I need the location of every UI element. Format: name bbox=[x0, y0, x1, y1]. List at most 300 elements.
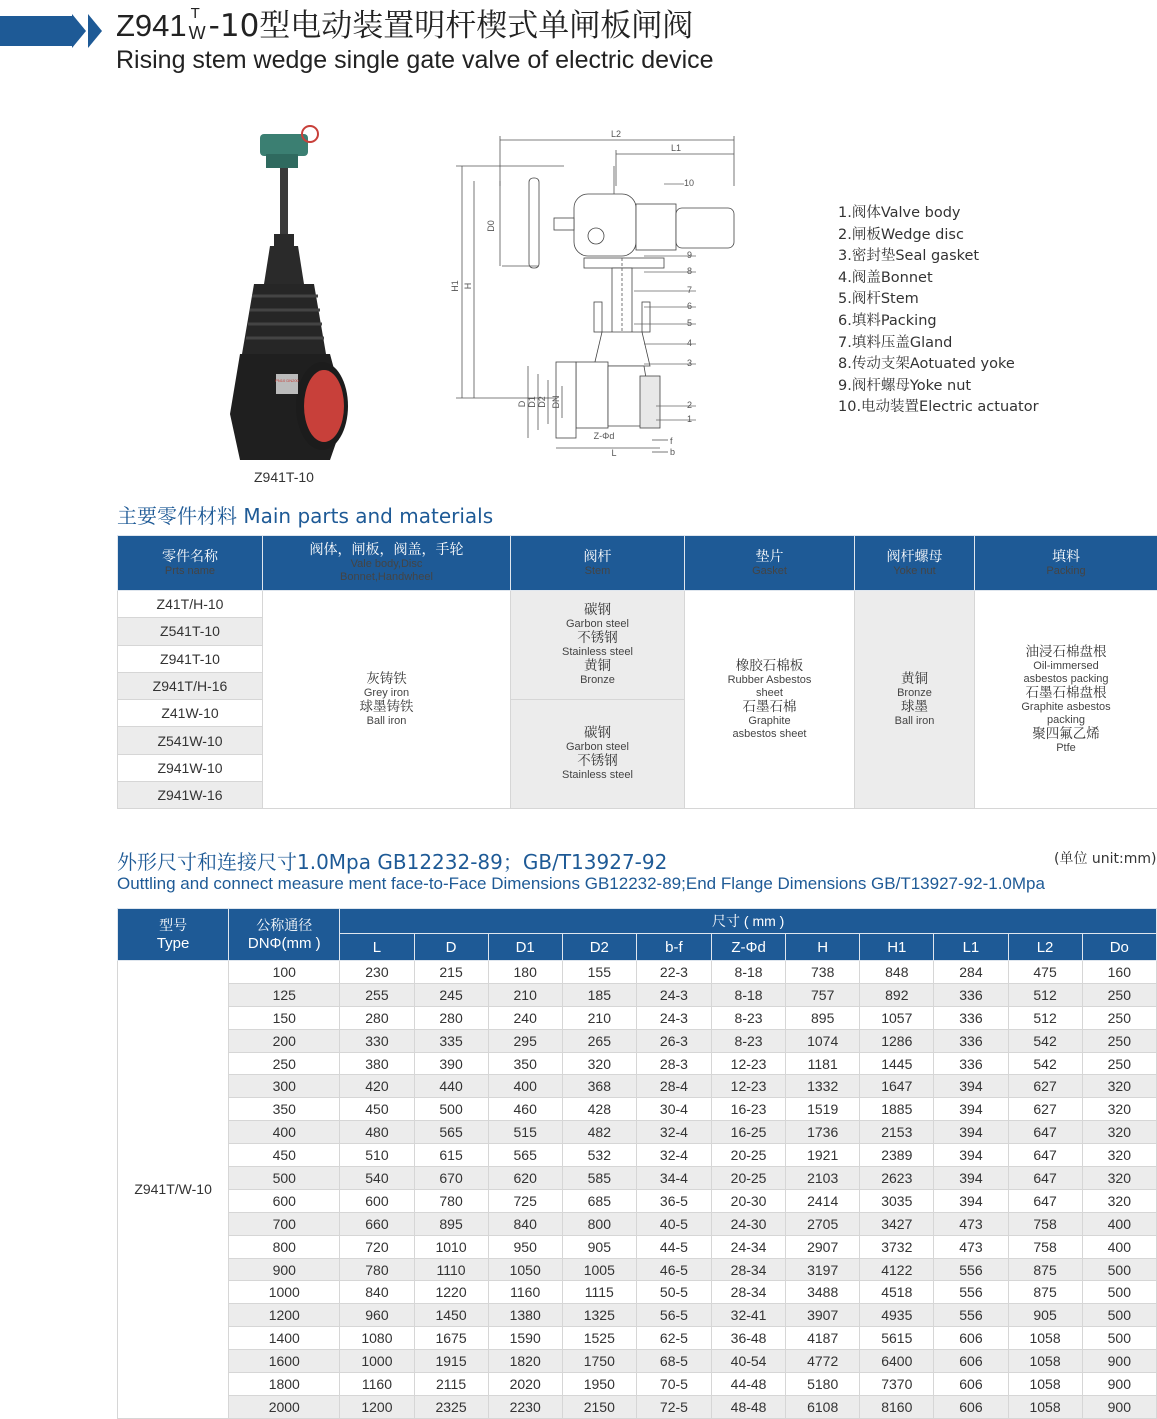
value-cell: 320 bbox=[1082, 1075, 1156, 1098]
value-cell: 20-25 bbox=[712, 1144, 786, 1167]
packing-material-cell: 油浸石棉盘根 Oil-immersed asbestos packing 石墨石棉盘根 Graphite asbestos packing 聚四氟乙烯 Ptfe bbox=[975, 591, 1157, 809]
value-cell: 556 bbox=[934, 1304, 1008, 1327]
dn-cell: 350 bbox=[229, 1098, 340, 1121]
type-cell: Z41W-10 bbox=[118, 700, 263, 727]
unit-label: (单位 unit:mm) bbox=[1054, 851, 1157, 867]
value-cell: 627 bbox=[1008, 1075, 1082, 1098]
dim-label-zphid: Z-Φd bbox=[593, 431, 615, 441]
value-cell: 565 bbox=[488, 1144, 562, 1167]
value-cell: 16-25 bbox=[712, 1121, 786, 1144]
dn-cell: 400 bbox=[229, 1121, 340, 1144]
value-cell: 556 bbox=[934, 1281, 1008, 1304]
value-cell: 1115 bbox=[562, 1281, 636, 1304]
dn-cell: 125 bbox=[229, 983, 340, 1006]
column-header: H bbox=[786, 934, 860, 961]
value-cell: 390 bbox=[414, 1052, 488, 1075]
value-cell: 895 bbox=[786, 1006, 860, 1029]
dim-label-L2: L2 bbox=[610, 129, 622, 139]
value-cell: 32-4 bbox=[636, 1144, 711, 1167]
dim-label-D0: D0 bbox=[486, 220, 496, 232]
dn-cell: 1800 bbox=[229, 1373, 340, 1396]
value-cell: 556 bbox=[934, 1258, 1008, 1281]
parts-list-item: 5.阀杆Stem bbox=[838, 291, 919, 308]
value-cell: 245 bbox=[414, 983, 488, 1006]
dn-cell: 450 bbox=[229, 1144, 340, 1167]
value-cell: 1200 bbox=[340, 1395, 414, 1418]
value-cell: 62-5 bbox=[636, 1327, 711, 1350]
header-dn: 公称通径 DNΦ(mm ) bbox=[229, 909, 340, 961]
value-cell: 1525 bbox=[562, 1327, 636, 1350]
value-cell: 540 bbox=[340, 1167, 414, 1190]
table-row bbox=[118, 983, 1157, 1006]
value-cell: 500 bbox=[414, 1098, 488, 1121]
value-cell: 800 bbox=[562, 1212, 636, 1235]
table-row bbox=[118, 1350, 1157, 1373]
dn-cell: 700 bbox=[229, 1212, 340, 1235]
value-cell: 905 bbox=[562, 1235, 636, 1258]
header-yoke-nut: 阀杆螺母 Yoke nut bbox=[855, 536, 975, 591]
value-cell: 1750 bbox=[562, 1350, 636, 1373]
value-cell: 1160 bbox=[340, 1373, 414, 1396]
column-header: D1 bbox=[488, 934, 562, 961]
value-cell: 3035 bbox=[860, 1189, 934, 1212]
table-row bbox=[118, 1327, 1157, 1350]
dim-label-D2: D2 bbox=[537, 396, 547, 408]
value-cell: 757 bbox=[786, 983, 860, 1006]
value-cell: 320 bbox=[1082, 1167, 1156, 1190]
value-cell: 5615 bbox=[860, 1327, 934, 1350]
value-cell: 780 bbox=[414, 1189, 488, 1212]
parts-list-item: 6.填料Packing bbox=[838, 312, 937, 329]
callout-2: 2 bbox=[687, 400, 693, 410]
value-cell: 515 bbox=[488, 1121, 562, 1144]
value-cell: 1736 bbox=[786, 1121, 860, 1144]
value-cell: 4518 bbox=[860, 1281, 934, 1304]
value-cell: 1445 bbox=[860, 1052, 934, 1075]
value-cell: 510 bbox=[340, 1144, 414, 1167]
value-cell: 394 bbox=[934, 1144, 1008, 1167]
type-cell: Z941W-10 bbox=[118, 754, 263, 781]
value-cell: 320 bbox=[1082, 1121, 1156, 1144]
value-cell: 440 bbox=[414, 1075, 488, 1098]
column-header: Do bbox=[1082, 934, 1156, 961]
value-cell: 606 bbox=[934, 1395, 1008, 1418]
value-cell: 1005 bbox=[562, 1258, 636, 1281]
value-cell: 532 bbox=[562, 1144, 636, 1167]
value-cell: 48-48 bbox=[712, 1395, 786, 1418]
valve-photo bbox=[230, 124, 360, 464]
value-cell: 320 bbox=[1082, 1189, 1156, 1212]
value-cell: 2153 bbox=[860, 1121, 934, 1144]
header-packing: 填料 Packing bbox=[975, 536, 1157, 591]
value-cell: 542 bbox=[1008, 1029, 1082, 1052]
value-cell: 6400 bbox=[860, 1350, 934, 1373]
value-cell: 250 bbox=[1082, 1006, 1156, 1029]
value-cell: 1050 bbox=[488, 1258, 562, 1281]
value-cell: 46-5 bbox=[636, 1258, 711, 1281]
header-size: 尺寸 ( mm ) bbox=[340, 909, 1157, 934]
table-row bbox=[118, 1121, 1157, 1144]
value-cell: 2623 bbox=[860, 1167, 934, 1190]
value-cell: 670 bbox=[414, 1167, 488, 1190]
table-row bbox=[118, 1098, 1157, 1121]
value-cell: 960 bbox=[340, 1304, 414, 1327]
value-cell: 250 bbox=[1082, 983, 1156, 1006]
value-cell: 40-54 bbox=[712, 1350, 786, 1373]
value-cell: 72-5 bbox=[636, 1395, 711, 1418]
type-cell: Z941T/W-10 bbox=[118, 961, 229, 1419]
model-sub: W bbox=[188, 22, 206, 43]
value-cell: 32-4 bbox=[636, 1121, 711, 1144]
value-cell: 210 bbox=[562, 1006, 636, 1029]
value-cell: 500 bbox=[1082, 1327, 1156, 1350]
table-row bbox=[118, 1258, 1157, 1281]
value-cell: 336 bbox=[934, 1006, 1008, 1029]
value-cell: 28-34 bbox=[712, 1281, 786, 1304]
value-cell: 44-5 bbox=[636, 1235, 711, 1258]
value-cell: 1080 bbox=[340, 1327, 414, 1350]
value-cell: 848 bbox=[860, 961, 934, 984]
table-row bbox=[118, 1304, 1157, 1327]
value-cell: 320 bbox=[1082, 1144, 1156, 1167]
value-cell: 1000 bbox=[340, 1350, 414, 1373]
callout-1: 1 bbox=[687, 414, 693, 424]
table-row bbox=[118, 1189, 1157, 1212]
column-header: D bbox=[414, 934, 488, 961]
value-cell: 3488 bbox=[786, 1281, 860, 1304]
value-cell: 7370 bbox=[860, 1373, 934, 1396]
value-cell: 32-41 bbox=[712, 1304, 786, 1327]
value-cell: 3427 bbox=[860, 1212, 934, 1235]
type-cell: Z541W-10 bbox=[118, 727, 263, 754]
value-cell: 6108 bbox=[786, 1395, 860, 1418]
dn-cell: 1600 bbox=[229, 1350, 340, 1373]
value-cell: 758 bbox=[1008, 1212, 1082, 1235]
value-cell: 1057 bbox=[860, 1006, 934, 1029]
value-cell: 26-3 bbox=[636, 1029, 711, 1052]
value-cell: 428 bbox=[562, 1098, 636, 1121]
value-cell: 4122 bbox=[860, 1258, 934, 1281]
value-cell: 255 bbox=[340, 983, 414, 1006]
table-row bbox=[118, 1075, 1157, 1098]
value-cell: 473 bbox=[934, 1235, 1008, 1258]
value-cell: 606 bbox=[934, 1350, 1008, 1373]
value-cell: 2389 bbox=[860, 1144, 934, 1167]
value-cell: 647 bbox=[1008, 1189, 1082, 1212]
value-cell: 1921 bbox=[786, 1144, 860, 1167]
value-cell: 950 bbox=[488, 1235, 562, 1258]
dn-cell: 1400 bbox=[229, 1327, 340, 1350]
value-cell: 1160 bbox=[488, 1281, 562, 1304]
dn-cell: 800 bbox=[229, 1235, 340, 1258]
value-cell: 1325 bbox=[562, 1304, 636, 1327]
value-cell: 780 bbox=[340, 1258, 414, 1281]
value-cell: 44-48 bbox=[712, 1373, 786, 1396]
dim-label-b: b bbox=[670, 447, 676, 457]
value-cell: 1950 bbox=[562, 1373, 636, 1396]
value-cell: 400 bbox=[1082, 1212, 1156, 1235]
value-cell: 875 bbox=[1008, 1258, 1082, 1281]
column-header: b-f bbox=[636, 934, 711, 961]
value-cell: 2325 bbox=[414, 1395, 488, 1418]
dn-cell: 600 bbox=[229, 1189, 340, 1212]
value-cell: 585 bbox=[562, 1167, 636, 1190]
value-cell: 500 bbox=[1082, 1258, 1156, 1281]
value-cell: 4772 bbox=[786, 1350, 860, 1373]
value-cell: 1820 bbox=[488, 1350, 562, 1373]
value-cell: 615 bbox=[414, 1144, 488, 1167]
parts-list-item: 9.阀杆螺母Yoke nut bbox=[838, 377, 972, 394]
callout-10: 10 bbox=[684, 178, 695, 188]
dn-cell: 150 bbox=[229, 1006, 340, 1029]
dn-cell: 2000 bbox=[229, 1395, 340, 1418]
dimensions-subtitle: Outtling and connect measure ment face-to-Face Dimensions GB12232-89;End Flange Dimensions GB/T13927-92-1.0Mpa bbox=[117, 874, 1045, 893]
value-cell: 450 bbox=[340, 1098, 414, 1121]
value-cell: 22-3 bbox=[636, 961, 711, 984]
value-cell: 720 bbox=[340, 1235, 414, 1258]
callout-8: 8 bbox=[687, 266, 693, 276]
value-cell: 36-48 bbox=[712, 1327, 786, 1350]
stem-material-cell-t: 碳钢 Garbon steel 不锈钢 Stainless steel 黄铜 Bronze bbox=[511, 591, 685, 700]
value-cell: 20-30 bbox=[712, 1189, 786, 1212]
value-cell: 1590 bbox=[488, 1327, 562, 1350]
value-cell: 1885 bbox=[860, 1098, 934, 1121]
value-cell: 250 bbox=[1082, 1052, 1156, 1075]
value-cell: 185 bbox=[562, 983, 636, 1006]
value-cell: 905 bbox=[1008, 1304, 1082, 1327]
dim-label-H1: H1 bbox=[450, 280, 460, 292]
value-cell: 420 bbox=[340, 1075, 414, 1098]
value-cell: 1181 bbox=[786, 1052, 860, 1075]
dimensions-title: 外形尺寸和连接尺寸1.0Mpa GB12232-89；GB/T13927-92 bbox=[117, 850, 668, 874]
model-sup: T bbox=[190, 4, 200, 22]
parts-list-item: 8.传动支架Aotuated yoke bbox=[838, 356, 1015, 373]
value-cell: 1380 bbox=[488, 1304, 562, 1327]
value-cell: 8-18 bbox=[712, 961, 786, 984]
header-part-name: 零件名称 Prts name bbox=[118, 536, 263, 591]
value-cell: 2103 bbox=[786, 1167, 860, 1190]
dn-cell: 300 bbox=[229, 1075, 340, 1098]
value-cell: 460 bbox=[488, 1098, 562, 1121]
value-cell: 1286 bbox=[860, 1029, 934, 1052]
value-cell: 4935 bbox=[860, 1304, 934, 1327]
value-cell: 350 bbox=[488, 1052, 562, 1075]
value-cell: 3907 bbox=[786, 1304, 860, 1327]
value-cell: 295 bbox=[488, 1029, 562, 1052]
callout-7: 7 bbox=[687, 285, 693, 295]
value-cell: 336 bbox=[934, 1029, 1008, 1052]
value-cell: 50-5 bbox=[636, 1281, 711, 1304]
value-cell: 36-5 bbox=[636, 1189, 711, 1212]
table-row bbox=[118, 1235, 1157, 1258]
table-row bbox=[118, 961, 1157, 984]
value-cell: 210 bbox=[488, 983, 562, 1006]
value-cell: 840 bbox=[488, 1212, 562, 1235]
value-cell: 900 bbox=[1082, 1373, 1156, 1396]
chevron-icon bbox=[88, 14, 102, 48]
dn-cell: 100 bbox=[229, 961, 340, 984]
value-cell: 24-3 bbox=[636, 1006, 711, 1029]
value-cell: 2907 bbox=[786, 1235, 860, 1258]
value-cell: 2705 bbox=[786, 1212, 860, 1235]
value-cell: 380 bbox=[340, 1052, 414, 1075]
value-cell: 28-4 bbox=[636, 1075, 711, 1098]
value-cell: 660 bbox=[340, 1212, 414, 1235]
column-header: Z-Φd bbox=[712, 934, 786, 961]
value-cell: 20-25 bbox=[712, 1167, 786, 1190]
value-cell: 725 bbox=[488, 1189, 562, 1212]
value-cell: 336 bbox=[934, 983, 1008, 1006]
value-cell: 1915 bbox=[414, 1350, 488, 1373]
yoke-nut-material-cell: 黄铜 Bronze 球墨 Ball iron bbox=[855, 591, 975, 809]
value-cell: 647 bbox=[1008, 1144, 1082, 1167]
value-cell: 482 bbox=[562, 1121, 636, 1144]
value-cell: 875 bbox=[1008, 1281, 1082, 1304]
value-cell: 685 bbox=[562, 1189, 636, 1212]
chevron-icon bbox=[72, 14, 86, 48]
value-cell: 758 bbox=[1008, 1235, 1082, 1258]
parts-list-item: 1.阀体Valve body bbox=[838, 205, 961, 221]
dn-cell: 250 bbox=[229, 1052, 340, 1075]
type-cell: Z941T-10 bbox=[118, 645, 263, 672]
value-cell: 24-3 bbox=[636, 983, 711, 1006]
value-cell: 2115 bbox=[414, 1373, 488, 1396]
plate-text: PN10 DN200 bbox=[275, 378, 299, 383]
value-cell: 480 bbox=[340, 1121, 414, 1144]
value-cell: 28-3 bbox=[636, 1052, 711, 1075]
gasket-material-cell: 橡胶石棉板 Rubber Asbestos sheet 石墨石棉 Graphite asbestos sheet bbox=[685, 591, 855, 809]
value-cell: 24-30 bbox=[712, 1212, 786, 1235]
table-row bbox=[118, 591, 1157, 618]
value-cell: 336 bbox=[934, 1052, 1008, 1075]
value-cell: 1010 bbox=[414, 1235, 488, 1258]
value-cell: 1058 bbox=[1008, 1373, 1082, 1396]
value-cell: 500 bbox=[1082, 1304, 1156, 1327]
parts-list-item: 10.电动装置Electric actuator bbox=[838, 399, 1039, 416]
header-type: 型号 Type bbox=[118, 909, 229, 961]
value-cell: 1675 bbox=[414, 1327, 488, 1350]
value-cell: 512 bbox=[1008, 1006, 1082, 1029]
value-cell: 30-4 bbox=[636, 1098, 711, 1121]
table-row bbox=[118, 1167, 1157, 1190]
parts-list-item: 4.阀盖Bonnet bbox=[838, 269, 933, 286]
callout-5: 5 bbox=[687, 318, 693, 328]
value-cell: 280 bbox=[414, 1006, 488, 1029]
dimensions-header-row bbox=[118, 909, 1157, 934]
stem-material-cell-w: 碳钢 Garbon steel 不锈钢 Stainless steel bbox=[511, 700, 685, 809]
value-cell: 3732 bbox=[860, 1235, 934, 1258]
parts-list bbox=[838, 203, 1039, 419]
value-cell: 2414 bbox=[786, 1189, 860, 1212]
table-row bbox=[118, 1395, 1157, 1418]
body-material-cell: 灰铸铁 Grey iron 球墨铸铁 Ball iron bbox=[263, 591, 511, 809]
parts-list-item: 3.密封垫Seal gasket bbox=[838, 248, 980, 265]
value-cell: 475 bbox=[1008, 961, 1082, 984]
dim-label-f: f bbox=[670, 436, 673, 446]
value-cell: 3197 bbox=[786, 1258, 860, 1281]
value-cell: 512 bbox=[1008, 983, 1082, 1006]
value-cell: 155 bbox=[562, 961, 636, 984]
value-cell: 240 bbox=[488, 1006, 562, 1029]
type-cell: Z41T/H-10 bbox=[118, 591, 263, 618]
value-cell: 1220 bbox=[414, 1281, 488, 1304]
callout-3: 3 bbox=[687, 358, 693, 368]
valve-drawing bbox=[444, 126, 744, 466]
value-cell: 8-23 bbox=[712, 1029, 786, 1052]
value-cell: 280 bbox=[340, 1006, 414, 1029]
value-cell: 68-5 bbox=[636, 1350, 711, 1373]
value-cell: 8-23 bbox=[712, 1006, 786, 1029]
value-cell: 250 bbox=[1082, 1029, 1156, 1052]
header-bar bbox=[0, 16, 72, 46]
value-cell: 180 bbox=[488, 961, 562, 984]
value-cell: 400 bbox=[488, 1075, 562, 1098]
header-gasket: 垫片 Gasket bbox=[685, 536, 855, 591]
value-cell: 2020 bbox=[488, 1373, 562, 1396]
callout-9: 9 bbox=[687, 250, 693, 260]
value-cell: 606 bbox=[934, 1327, 1008, 1350]
value-cell: 606 bbox=[934, 1373, 1008, 1396]
dn-cell: 1000 bbox=[229, 1281, 340, 1304]
value-cell: 16-23 bbox=[712, 1098, 786, 1121]
value-cell: 56-5 bbox=[636, 1304, 711, 1327]
value-cell: 394 bbox=[934, 1075, 1008, 1098]
value-cell: 565 bbox=[414, 1121, 488, 1144]
callout-4: 4 bbox=[687, 338, 693, 348]
dim-label-L1: L1 bbox=[670, 143, 682, 153]
dimensions-table bbox=[117, 908, 1157, 1419]
value-cell: 1332 bbox=[786, 1075, 860, 1098]
value-cell: 1450 bbox=[414, 1304, 488, 1327]
value-cell: 8160 bbox=[860, 1395, 934, 1418]
header-body: 阀体，闸板，阀盖，手轮 Vale body,Disc Bonnet,Handwheel bbox=[263, 536, 511, 591]
value-cell: 1519 bbox=[786, 1098, 860, 1121]
value-cell: 5180 bbox=[786, 1373, 860, 1396]
column-header: L1 bbox=[934, 934, 1008, 961]
model-number: Z941 bbox=[116, 8, 187, 43]
value-cell: 12-23 bbox=[712, 1052, 786, 1075]
table-row bbox=[118, 1052, 1157, 1075]
value-cell: 895 bbox=[414, 1212, 488, 1235]
value-cell: 1058 bbox=[1008, 1350, 1082, 1373]
dn-cell: 1200 bbox=[229, 1304, 340, 1327]
value-cell: 2150 bbox=[562, 1395, 636, 1418]
column-header: H1 bbox=[860, 934, 934, 961]
dim-label-L: L bbox=[611, 448, 617, 458]
parts-list-item: 7.填料压盖Gland bbox=[838, 334, 953, 351]
value-cell: 4187 bbox=[786, 1327, 860, 1350]
value-cell: 40-5 bbox=[636, 1212, 711, 1235]
type-cell: Z541T-10 bbox=[118, 618, 263, 645]
callout-6: 6 bbox=[687, 301, 693, 311]
value-cell: 394 bbox=[934, 1098, 1008, 1121]
value-cell: 1110 bbox=[414, 1258, 488, 1281]
header-stem: 阀杆 Stem bbox=[511, 536, 685, 591]
value-cell: 284 bbox=[934, 961, 1008, 984]
page-subtitle: Rising stem wedge single gate valve of electric device bbox=[116, 46, 714, 74]
value-cell: 840 bbox=[340, 1281, 414, 1304]
materials-table bbox=[117, 535, 1157, 809]
dim-label-D1: D1 bbox=[527, 396, 537, 408]
value-cell: 8-18 bbox=[712, 983, 786, 1006]
photo-caption: Z941T-10 bbox=[254, 469, 314, 485]
value-cell: 230 bbox=[340, 961, 414, 984]
value-cell: 24-34 bbox=[712, 1235, 786, 1258]
value-cell: 28-34 bbox=[712, 1258, 786, 1281]
value-cell: 394 bbox=[934, 1121, 1008, 1144]
value-cell: 620 bbox=[488, 1167, 562, 1190]
value-cell: 160 bbox=[1082, 961, 1156, 984]
